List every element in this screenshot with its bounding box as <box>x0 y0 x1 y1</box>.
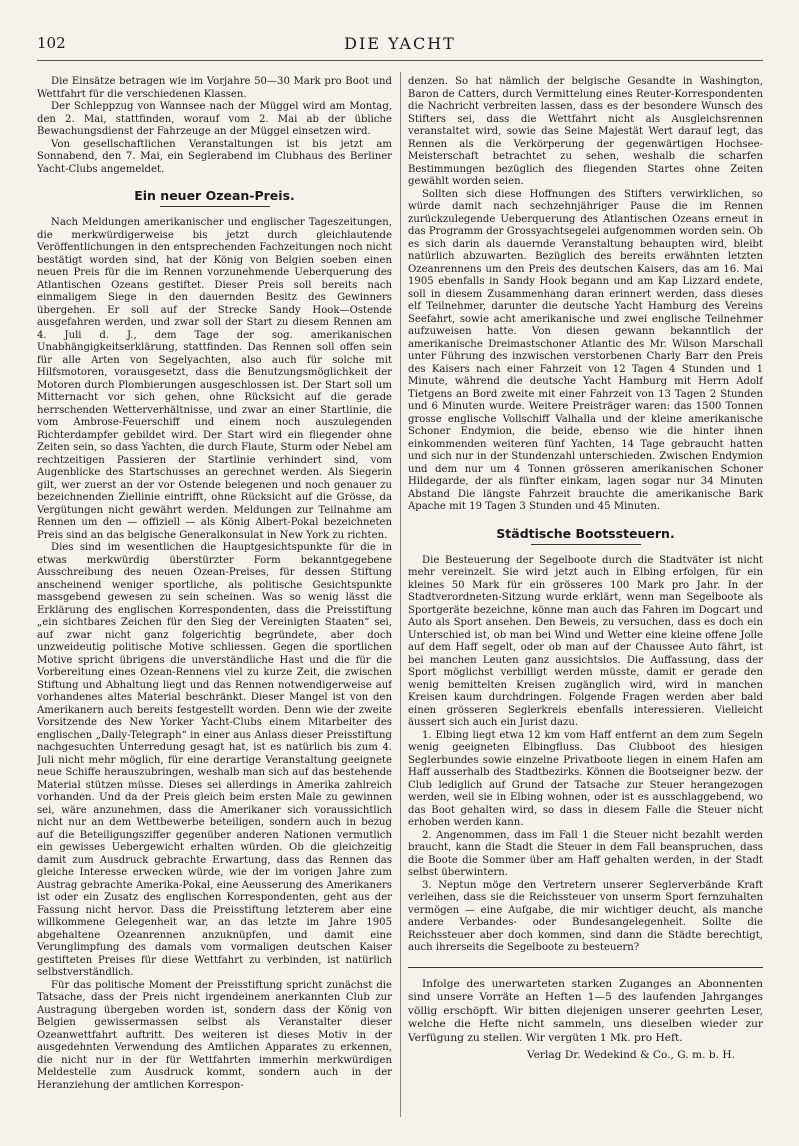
continued-paragraph: denzen. So hat nämlich der belgische Gesandte in Washington, Baron de Catters, durch Vermittelung eines Reuter-Korrespondenten die Nachricht verbreiten lassen, dass es der besondere Wunsch des Stifters sei, dass die Wettfahrt nicht als Ausgleichsrennen veranstaltet wird, sowie das Seine Majestät Wert darauf legt, das Rennen als die Verkörperung der gegenwärtigen Hochsee-Meisterschaft betrachtet zu sehen, weshalb die scharfen Bestimmungen bezüglich des fliegenden Startes ohne Zeiten gewählt worden seien. <box>408 76 763 187</box>
page-header <box>37 34 763 60</box>
list-item: 1. Elbing liegt etwa 12 km vom Haff entfernt an dem zum Segeln wenig geeigneten Elbingfluss. Das Clubboot des hiesigen Seglerbundes sowie einzelne Privatboote liegen in einem Hafen am Haff ausserhalb des Stadtbezirks. Können die Bootseigner bezw. der Club lediglich auf Grund der Tatsache zur Steuer herangezogen werden, weil sie in Elbing wohnen, oder ist es ausschlaggebend, wo das Boot gehalten wird, so dass in diesem Falle die Steuer nicht erhoben werden kann. <box>408 729 763 828</box>
section-heading-bootssteuern <box>408 526 763 545</box>
publisher-notice <box>408 967 763 1063</box>
left-column <box>37 76 392 1126</box>
heading-underline <box>160 206 270 207</box>
column-divider <box>400 72 401 1117</box>
section-heading-text: Ein neuer Ozean-Preis. <box>134 188 295 203</box>
section-heading-ozean-preis <box>37 188 392 207</box>
article-paragraph: Für das politische Moment der Preisstiftung spricht zunächst die Tatsache, dass der Preis nicht irgendeinem anerkannten Club zur Austragung übergeben worden ist, sondern dass der König von Belgien gewissermassen selbst als Veranstalter dieser Ozeanwettfahrt auftritt. Des weiteren ist dieses Motiv in der ausgedehnten Verwendung des Amtlichen Apparates zu erkennen, die nicht nur in der für Wettfahrten immerhin merkwürdigen Meldestelle zum Ausdruck kommt, sondern auch in der Heranziehung der amtlichen Korrespon- <box>37 979 392 1091</box>
question-list <box>408 730 763 955</box>
right-column <box>408 76 763 1126</box>
section-heading-text: Städtische Bootssteuern. <box>496 525 675 541</box>
intro-paragraph: Die Einsätze betragen wie im Vorjahre 50—30 Mark pro Boot und Wettfahrt für die verschiedenen Klassen. <box>37 76 392 100</box>
article-paragraph: Nach Meldungen amerikanischer und englischer Tageszeitungen, die merkwürdigerweise bis jetzt durch gleichlautende Veröffentlichungen in den entsprechenden Fachzeitungen noch nicht bestätigt worden sind, hat der König von Belgien soeben einen neuen Preis für die im Rennen vorzunehmende Ueberquerung des Atlantischen Ozeans gestiftet. Dieser Preis soll bereits nach einmaligem Siege in den dauernden Besitz des Gewinners übergehen. Er soll auf der Strecke Sandy Hook—Ostende ausgefahren werden, und zwar soll der Start zu diesem Rennen am 4. Juli d. J., dem Tage der sog. amerikanischen Unabhängigkeitserklärung, stattfinden. Das Rennen soll offen sein für alle Arten von Segelyachten, also auch für solche mit Hilfsmotoren, vorausgesetzt, dass die Benutzungsmöglichkeit der Motoren durch Plombierungen ausgeschlossen ist. Der Start soll um Mitternacht vor sich gehen, ohne Rücksicht auf die gerade herrschenden Wetterverhältnisse, und zwar an einer Startlinie, die vom Ambrose-Feuerschiff und einem noch auszulegenden Richterdampfer gebildet wird. Der Start wird ein fliegender ohne Zeiten sein, so dass Yachten, die durch Flaute, Sturm oder Nebel am rechtzeitigen Passieren der Startlinie verhindert sind, vom Augenblicke des Startschusses an gerechnet werden. Als Siegerin gilt, wer zuerst an der vor Ostende belegenen und noch genauer zu bezeichnenden Ziellinie eintrifft, ohne Rücksicht auf die Grösse, da Vergütungen nicht gewährt werden. Meldungen zur Teilnahme am Rennen um den — offiziell — als König Albert-Pokal bezeichneten Preis sind an das belgische Generalkonsulat in New York zu richten. <box>37 217 392 541</box>
intro-paragraph: Von gesellschaftlichen Veranstaltungen ist bis jetzt am Sonnabend, den 7. Mai, ein Seglerabend im Clubhaus des Berliner Yacht-Clubs angemeldet. <box>37 138 392 175</box>
list-item: 2. Angenommen, dass im Fall 1 die Steuer nicht bezahlt werden braucht, kann die Stadt die Steuer in dem Fall beanspruchen, dass die Boote die Sommer über am Haff gehalten werden, in der Stadt selbst überwintern. <box>408 829 763 878</box>
running-title: DIE YACHT <box>344 34 456 53</box>
article-paragraph: Dies sind im wesentlichen die Hauptgesichtspunkte für die in etwas merkwürdig überstürzter Form bekanntgegebene Ausschreibung des neuen Ozean-Preises, für dessen Stiftung anscheinend weniger sportliche, als politische Gesichtspunkte massgebend gewesen zu sein scheinen. Was so wenig lässt die Erklärung des englischen Korrespondenten, dass die Preisstiftung „ein sichtbares Zeichen für den Sieg der Vereinigten Staaten“ sei, auf zwar nicht ganz folgerichtig begründete, aber doch unzweideutig politische Motive schliessen. Gegen die sportlichen Motive spricht übrigens die unverständliche Hast und die für die Vorbereitung eines Ozean-Rennens viel zu kurze Zeit, die zwischen Stiftung und Abhaltung liegt und das Rennen notwendigerweise auf vorhandenes altes Material beschränkt. Dieser Mangel ist von den Amerikanern auch bereits festgestellt worden. Denn wie der zweite Vorsitzende des New Yorker Yacht-Clubs einem Mitarbeiter des englischen „Daily-Telegraph“ in einer aus Anlass dieser Preisstiftung nachgesuchten Unterredung gesagt hat, ist es natürlich bis zum 4. Juli nicht mehr möglich, für eine derartige Veranstaltung geeignete neue Schiffe herauszubringen, weshalb man sich auf das bestehende Material stützen müsse. Dieses sei allerdings in Amerika zahlreich vorhanden. Und da der Preis gleich beim ersten Male zu gewinnen sei, wäre anzunehmen, dass die Amerikaner sich voraussichtlich nicht nur an dem Wettbewerbe beteiligen, sondern auch in bezug auf die Beteiligungsziffer gegenüber anderen Nationen vermutlich ein gewisses Uebergewicht erhalten würden. Ob die gleichzeitig damit zum Ausdruck gebrachte Erwartung, dass das Rennen das gleiche Interesse erwecken würde, wie der im vorigen Jahre zum Austrag gebrachte Amerika-Pokal, eine Aeusserung des Amerikaners ist oder ein Zusatz des englischen Korrespondenten, geht aus der Fassung nicht hervor. Dass die Preisstiftung letzterem aber eine willkommene Gelegenheit war, an das letzte im Jahre 1905 abgehaltene Ozeanrennen anzuknüpfen, und damit eine Verunglimpfung des damals vom vormaligen deutschen Kaiser gestifteten Preises für diese Wettfahrt zu verbinden, ist natürlich selbstverständlich. <box>37 542 392 978</box>
notice-text: Infolge des unerwarteten starken Zuganges an Abonnenten sind unsere Vorräte an Heften 1—5 des laufenden Jahrganges völlig erschöpft. Wir bitten diejenigen unserer geehrten Leser, welche die Hefte nicht sammeln, uns dieselben wieder zur Verfügung zu stellen. Wir vergüten 1 Mk. pro Heft. <box>408 977 763 1044</box>
notice-signature: Verlag Dr. Wedekind & Co., G. m. b. H. <box>526 1049 735 1061</box>
heading-underline <box>531 544 641 545</box>
intro-paragraph: Der Schleppzug von Wannsee nach der Müggel wird am Montag, den 2. Mai, stattfinden, worauf vom 2. Mai ab der übliche Bewachungsdienst der Fahrzeuge an der Müggel einsetzen wird. <box>37 101 392 137</box>
page-number: 102 <box>37 34 66 52</box>
header-rule <box>37 60 763 61</box>
article-paragraph: Sollten sich diese Hoffnungen des Stifters verwirklichen, so würde damit nach sechzehnjähriger Pause die im Rennen zurückzulegende Ueberquerung des Atlantischen Ozeans erneut in das Programm der Grossyachtsegelei aufgenommen worden sein. Ob es sich darin als dauernde Veranstaltung behaupten wird, bleibt natürlich abzuwarten. Bezüglich des bereits erwähnten letzten Ozeanrennens um den Preis des deutschen Kaisers, das am 16. Mai 1905 ebenfalls in Sandy Hook begann und am Kap Lizzard endete, soll in diesem Zusammenhang daran erinnert werden, dass dieses elf Teilnehmer, darunter die deutsche Yacht Hamburg des Vereins Seefahrt, sowie acht amerikanische und zwei englische Teilnehmer aufzuweisen hatte. Von diesen gewann bekanntlich der amerikanische Dreimastschoner Atlantic des Mr. Wilson Marschall unter Führung des inzwischen verstorbenen Charly Barr den Preis des Kaisers nach einer Fahrzeit von 12 Tagen 4 Stunden und 1 Minute, während die deutsche Yacht Hamburg mit Herrn Adolf Tietgens an Bord zweite mit einer Fahrzeit von 13 Tagen 2 Stunden und 6 Minuten wurde. Weitere Preisträger waren: das 1500 Tonnen grosse englische Vollschiff Valhalla und der kleine amerikanische Schoner Endymion, die beide, ebenso wie die hinter ihnen einkommenden weiteren fünf Yachten, 14 Tage gebraucht hatten und sich nur in der Stundenzahl unterschieden. Zwischen Endymion und dem nur um 4 Tonnen grösseren amerikanischen Schoner Hildegarde, der als fünfter einkam, lagen sogar nur 34 Minuten Abstand Die längste Fahrzeit brauchte die amerikanische Bark Apache mit 19 Tagen 3 Stunden und 45 Minuten. <box>408 188 763 512</box>
list-item: 3. Neptun möge den Vertretern unserer Seglerverbände Kraft verleihen, dass sie die Reichssteuer von unserm Sport fernzuhalten vermögen — eine Aufgabe, die mir wichtiger deucht, als manche andere Verbandes- oder Bundesangelegenheit. Sollte die Reichssteuer aber doch kommen, sind dann die Städte berechtigt, auch ihrerseits die Segelboote zu besteuern? <box>408 879 763 953</box>
article-paragraph: Die Besteuerung der Segelboote durch die Stadtväter ist nicht mehr vereinzelt. Sie wird jetzt auch in Elbing erfolgen, für ein kleines 50 Mark für ein grösseres 100 Mark pro Jahr. In der Stadtverordneten-Sitzung wurde erklärt, wenn man Segelboote als Sportgeräte bezeichne, könne man auch das Fahren im Dogcart und Auto als Sport ansehen. Den Beweis, zu versuchen, dass es doch ein Unterschied ist, ob man bei Wind und Wetter eine kleine offene Jolle auf dem Haff segelt, oder ob man auf der Chaussee Auto fährt, ist bei manchen Leuten ganz aussichtslos. Die Auffassung, dass der Sport möglichst verbilligt werden müsste, damit er gerade den wenig bemittelten Kreisen zugänglich wird, wird in manchen Kreisen kaum durchdringen. Folgende Fragen werden aber bald einen grösseren Seglerkreis ebenfalls interessieren. Vielleicht äussert sich auch ein Jurist dazu. <box>408 554 763 728</box>
